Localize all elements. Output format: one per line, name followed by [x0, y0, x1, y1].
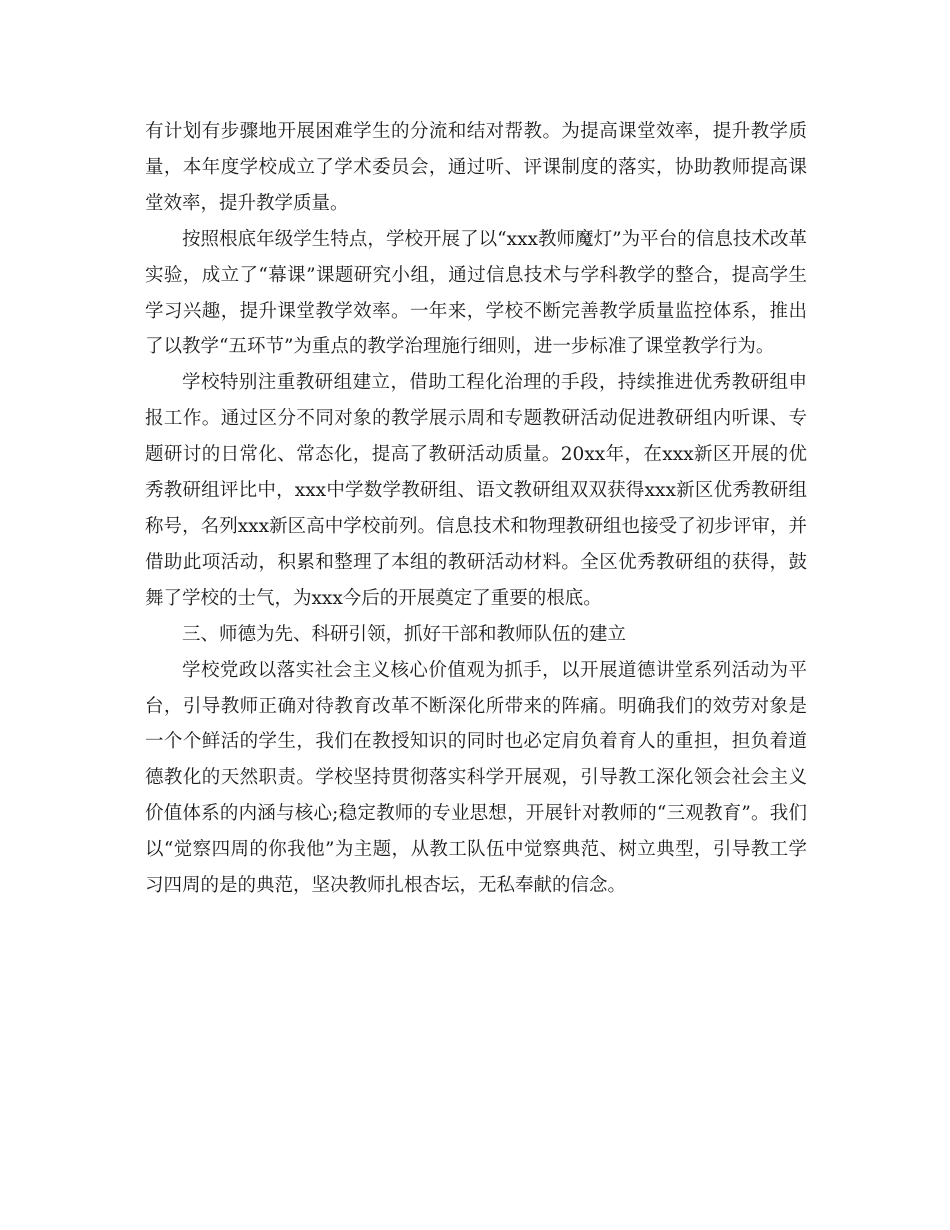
- paragraph-teaching-research-groups: 学校特别注重教研组建立，借助工程化治理的手段，持续推进优秀教研组申报工作。通过区分不同对象的教学展示周和专题教研活动促进教研组内听课、专题研讨的日常化、常态化，提高了教研活动质量。20xx年，在xxx新区开展的优秀教研组评比中，xxx中学数学教研组、语文教研组双双获得xxx新区优秀教研组称号，名列xxx新区高中学校前列。信息技术和物理教研组也接受了初步评审，并借助此项活动，积累和整理了本组的教研活动材料。全区优秀教研组的获得，鼓舞了学校的士气，为xxx今后的开展奠定了重要的根底。: [145, 372, 807, 609]
- document-body: [145, 114, 807, 904]
- paragraph-continuation: 有计划有步骤地开展困难学生的分流和结对帮教。为提高课堂效率，提升教学质量，本年度学校成立了学术委员会，通过听、评课制度的落实，协助教师提高课堂效率，提升教学质量。: [145, 121, 807, 214]
- paragraph-teacher-ethics: 学校党政以落实社会主义核心价值观为抓手，以开展道德讲堂系列活动为平台，引导教师正确对待教育改革不断深化所带来的阵痛。明确我们的效劳对象是一个个鲜活的学生，我们在教授知识的同时也必定肩负着育人的重担，担负着道德教化的天然职责。学校坚持贯彻落实科学开展观，引导教工深化领会社会主义价值体系的内涵与核心;稳定教师的专业思想，开展针对教师的“三观教育”。我们以“觉察四周的你我他”为主题，从教工队伍中觉察典范、树立典型，引导教工学习四周的是的典范，坚决教师扎根杏坛，无私奉献的信念。: [145, 659, 807, 897]
- paragraph-info-tech-reform: 按照根底年级学生特点，学校开展了以“xxx教师魔灯”为平台的信息技术改革实验，成立了“幕课”课题研究小组，通过信息技术与学科教学的整合，提高学生学习兴趣，提升课堂教学效率。一年来，学校不断完善教学质量监控体系，推出了以教学“五环节”为重点的教学治理施行细则，进一步标准了课堂教学行为。: [145, 228, 807, 358]
- section-heading: 三、师德为先、科研引领，抓好干部和教师队伍的建立: [182, 623, 627, 645]
